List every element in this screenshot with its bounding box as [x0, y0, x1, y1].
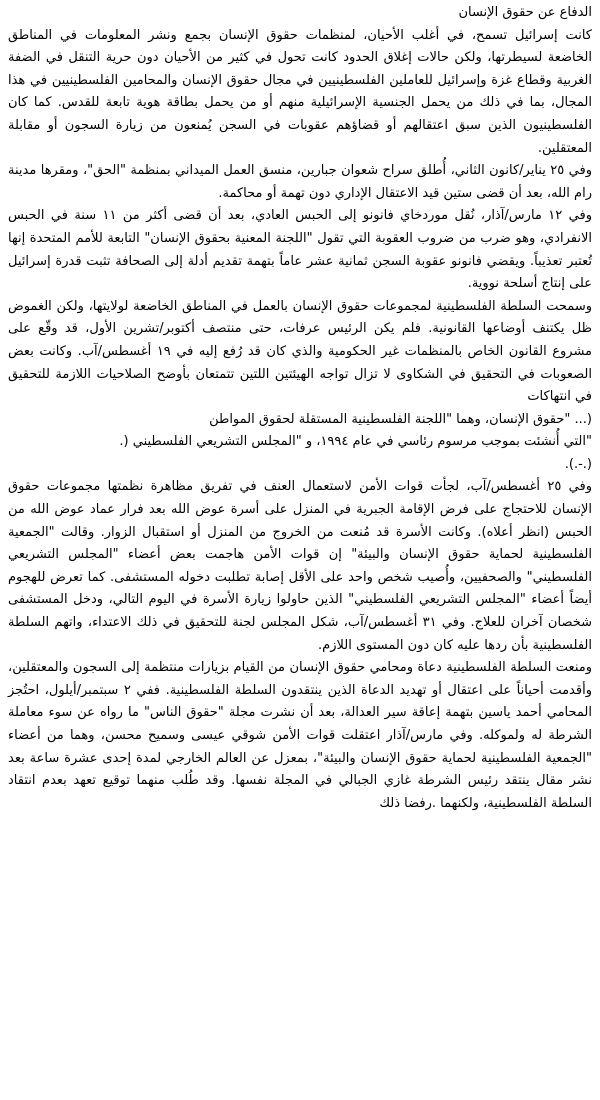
quoted-bodies-block [8, 409, 592, 477]
document-title: الدفاع عن حقوق الإنسان [458, 5, 592, 20]
paragraph-prison-visits: ومنعت السلطة الفلسطينية دعاة ومحامي حقوق الإنسان من القيام بزيارات منتظمة إلى السجون والمعتقلين، وأقدمت أحياناً على اعتقال أو تهديد الدعاة الذين ينتقدون السلطة الفلسطينية. ففي ٢ سبتمبر/أيلول، احتُجز المحامي أحمد ياسين بتهمة إعاقة سير العدالة، بعد أن نشرت مجلة "حقوق الناس" ما رواه عن سوء معاملة الشرطة له ولموكله. وفي مارس/آذار اعتقلت قوات الأمن شوقي عيسى وسميح محسن، وهما من أعضاء "الجمعية الفلسطينية لحماية حقوق الإنسان والبيئة"، بمعزل عن العالم الخارجي لمدة إحدى عشرة ساعة بعد نشر مقال ينتقد رئيس الشرطة غازي الجبالي في المجلة نفسها. وقد طُلب منهما توقيع تعهد بعدم انتقاد السلطة الفلسطينية، ولكنهما .رفضا ذلك [8, 660, 592, 811]
paragraph-access-restrictions: كانت إسرائيل تسمح، في أغلب الأحيان، لمنظمات حقوق الإنسان بجمع ونشر المعلومات في المناطق الخاضعة لسيطرتها، ولكن حالات إغلاق الحدود كانت تحول في كثير من الأحيان دون حرية التنقل في الضفة الغربية وقطاع غزة وإسرائيل للعاملين الفلسطينيين في مجال حقوق الإنسان والمحامين الفلسطينيين في هذا المجال، بما في ذلك من يحمل الجنسية الإسرائيلية منهم أو من يحمل بطاقة هوية تابعة للقدس. كما كان الفلسطينيون الذين سبق اعتقالهم أو قضاؤهم عقوبات في السجن يُمنعون من زيارة السجون أو مقابلة المعتقلين. [8, 27, 592, 156]
quote-line: (.-.). [564, 456, 592, 472]
paragraph-palestinian-authority: وسمحت السلطة الفلسطينية لمجموعات حقوق الإنسان بالعمل في المناطق الخاضعة لولايتها، ولكن الغموض ظل يكتنف أوضاعها القانونية. فلم يكن الرئيس عرفات، حتى منتصف أكتوبر/تشرين الأول، قد وقّع على مشروع القانون الخاص بالمنظمات غير الحكومية والذي كان قد رُفع إليه في ١٩ أغسطس/آب. وكانت بعض الصعوبات في التحقيق في الشكاوى لا تزال تواجه الهيئتين اللتين تتمتعان بأوضح الصلاحيات اللازمة للتحقيق في انتهاكات [8, 298, 593, 405]
quote-line: (... "حقوق الإنسان، وهما "اللجنة الفلسطينية المستقلة لحقوق المواطن [209, 411, 592, 427]
paragraph-august-demonstration: وفي ٢٥ أغسطس/آب، لجأت قوات الأمن لاستعمال العنف في تفريق مظاهرة نظمتها مجموعات حقوق الإنسان للاحتجاج على فرض الإقامة الجبرية في المنزل على أسرة عوض الله بعد فرار عماد عوض الله من الحبس (انظر أعلاه). وكانت الأسرة قد مُنعت من الخروج من المنزل أو استقبال الزوار. وقالت "الجمعية الفلسطينية لحماية حقوق الإنسان والبيئة" إن قوات الأمن هاجمت بعض أعضاء "المجلس التشريعي الفلسطيني" والصحفيين، وأُصيب شخص واحد على الأقل إصابة تطلبت دخوله المستشفى. كما تعرض للهجوم أيضاً أعضاء "المجلس التشريعي الفلسطيني" الذين حاولوا زيارة الأسرة في اليوم التالي، ودخل المستشفى شخصان آخران للعلاج. وفي ٣١ أغسطس/آب، شكل المجلس لجنة للتحقيق في ذلك الاعتداء، واتهم السلطة الفلسطينية بأن ردها عليه كان دون المستوى اللازم. [8, 479, 592, 653]
paragraph-jabarin-release: وفي ٢٥ يناير/كانون الثاني، أُطلق سراح شعوان جبارين، منسق العمل الميداني بمنظمة "الحق"، ومقرها مدينة رام الله، بعد أن قضى ستين قيد الاعتقال الإداري دون تهمة أو محاكمة. [8, 163, 592, 201]
paragraph-vanunu: وفي ١٢ مارس/آذار، نُقل موردخاي فانونو إلى الحبس العادي، بعد أن قضى أكثر من ١١ سنة في الحبس الانفرادي، وهو ضرب من ضروب العقوبة التي تقول "اللجنة المعنية بحقوق الإنسان" التابعة للأمم المتحدة إنها تُعتبر تعذيباً. ويقضي فانونو عقوبة السجن ثمانية عشر عاماً بتهمة تقديم أدلة إلى الصحافة تثبت قدرة إسرائيل على إنتاج أسلحة نووية. [8, 208, 592, 292]
quote-line: "التي أُنشئت بموجب مرسوم رئاسي في عام ١٩٩٤، و "المجلس التشريعي الفلسطيني (. [119, 434, 592, 450]
